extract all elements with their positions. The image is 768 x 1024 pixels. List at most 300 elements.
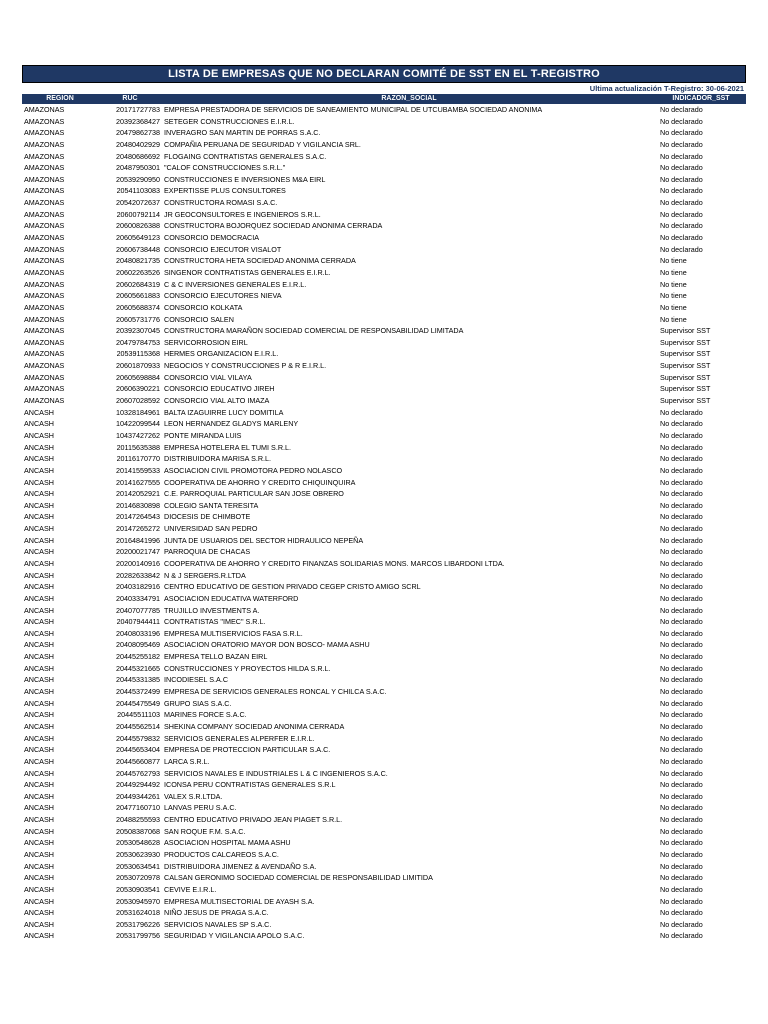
cell-ruc: 20530623930	[116, 850, 160, 859]
table-row	[22, 849, 746, 861]
cell-region: AMAZONAS	[24, 174, 65, 184]
cell-region: ANCASH	[24, 640, 54, 650]
table-row	[22, 523, 746, 535]
cell-razon-social: CONSORCIO VIAL ALTO IMAZA	[164, 396, 270, 406]
update-note: Ultima actualización T-Registro: 30-06-2021	[589, 84, 744, 93]
table-row	[22, 267, 746, 279]
cell-ruc: 20480821735	[116, 256, 160, 266]
cell-razon-social: CEVIVE E.I.R.L.	[164, 884, 217, 894]
cell-indicador-sst: No declarado	[660, 419, 703, 429]
cell-indicador-sst: No declarado	[660, 652, 703, 662]
cell-razon-social: LANVAS PERU S.A.C.	[164, 803, 237, 813]
cell-razon-social: EMPRESA DE SERVICIOS GENERALES RONCAL Y CHILCA S.A.C.	[164, 687, 387, 697]
cell-region: AMAZONAS	[24, 302, 65, 312]
cell-indicador-sst: No declarado	[660, 919, 703, 929]
cell-razon-social: COOPERATIVA DE AHORRO Y CREDITO CHIQUINQUIRA	[164, 477, 356, 487]
cell-razon-social: MARINES FORCE S.A.C.	[164, 710, 247, 720]
cell-ruc: 20392368427	[116, 116, 160, 126]
cell-razon-social: GRUPO SIAS S.A.C.	[164, 698, 232, 708]
cell-ruc: 20282633842	[116, 570, 160, 580]
table-row	[22, 570, 746, 582]
cell-region: AMAZONAS	[24, 244, 65, 254]
table-row	[22, 907, 746, 919]
cell-ruc: 20200021747	[116, 547, 160, 557]
table-row	[22, 244, 746, 256]
cell-razon-social: C.E. PARROQUIAL PARTICULAR SAN JOSE OBRERO	[164, 489, 344, 499]
cell-region: AMAZONAS	[24, 163, 65, 173]
cell-ruc: 20605731776	[116, 314, 160, 324]
cell-region: ANCASH	[24, 803, 54, 813]
cell-indicador-sst: No declarado	[660, 861, 703, 871]
cell-indicador-sst: No declarado	[660, 884, 703, 894]
table-row	[22, 779, 746, 791]
table-row	[22, 116, 746, 128]
cell-razon-social: LEON HERNANDEZ GLADYS MARLENY	[164, 419, 299, 429]
cell-ruc: 20530945970	[116, 896, 160, 906]
cell-ruc: 10422099544	[116, 419, 160, 429]
cell-razon-social: SEGURIDAD Y VIGILANCIA APOLO S.A.C.	[164, 931, 305, 941]
table-row	[22, 768, 746, 780]
cell-region: ANCASH	[24, 850, 54, 859]
cell-ruc: 20531799756	[116, 931, 160, 941]
table-row	[22, 546, 746, 558]
cell-region: AMAZONAS	[24, 128, 65, 138]
table-row	[22, 314, 746, 326]
cell-ruc: 20445255182	[116, 652, 160, 662]
cell-ruc: 20605688374	[116, 302, 160, 312]
cell-razon-social: UNIVERSIDAD SAN PEDRO	[164, 524, 258, 534]
cell-region: ANCASH	[24, 861, 54, 871]
table-row	[22, 930, 746, 942]
cell-ruc: 20602684319	[116, 279, 160, 289]
cell-indicador-sst: No declarado	[660, 675, 703, 685]
cell-razon-social: ASOCIACION HOSPITAL MAMA ASHU	[164, 838, 291, 848]
table-row	[22, 698, 746, 710]
cell-region: ANCASH	[24, 593, 54, 603]
table-row	[22, 709, 746, 721]
cell-razon-social: SETEGER CONSTRUCCIONES E.I.R.L.	[164, 116, 295, 126]
cell-ruc: 20142052921	[116, 489, 160, 499]
cell-region: AMAZONAS	[24, 116, 65, 126]
cell-indicador-sst: No declarado	[660, 233, 703, 243]
table-row	[22, 826, 746, 838]
cell-ruc: 20445321665	[116, 663, 160, 673]
cell-ruc: 20146830898	[116, 500, 160, 510]
cell-indicador-sst: No declarado	[660, 105, 703, 114]
table-row	[22, 220, 746, 232]
cell-ruc: 20539290950	[116, 174, 160, 184]
table-row	[22, 290, 746, 302]
table-row	[22, 465, 746, 477]
cell-region: AMAZONAS	[24, 337, 65, 347]
table-row	[22, 232, 746, 244]
cell-indicador-sst: No declarado	[660, 512, 703, 522]
table-body	[22, 104, 746, 942]
cell-ruc: 20408095469	[116, 640, 160, 650]
cell-ruc: 20147265272	[116, 524, 160, 534]
table-row	[22, 337, 746, 349]
cell-indicador-sst: Supervisor SST	[660, 326, 711, 336]
cell-razon-social: EMPRESA PRESTADORA DE SERVICIOS DE SANEAMIENTO MUNICIPAL DE UTCUBAMBA SOCIEDAD ANONIMA	[164, 105, 543, 114]
table-row	[22, 639, 746, 651]
cell-indicador-sst: No declarado	[660, 850, 703, 859]
cell-razon-social: CONSORCIO EDUCATIVO JIREH	[164, 384, 275, 394]
cell-razon-social: PONTE MIRANDA LUIS	[164, 430, 242, 440]
cell-indicador-sst: Supervisor SST	[660, 384, 711, 394]
cell-razon-social: CONTRATISTAS "IMEC" S.R.L.	[164, 617, 266, 627]
cell-razon-social: EMPRESA HOTELERA EL TUMI S.R.L.	[164, 442, 292, 452]
cell-razon-social: CENTRO EDUCATIVO DE GESTION PRIVADO CEGEP CRISTO AMIGO SCRL	[164, 582, 421, 592]
cell-region: ANCASH	[24, 919, 54, 929]
cell-region: ANCASH	[24, 477, 54, 487]
cell-region: ANCASH	[24, 407, 54, 417]
cell-razon-social: ASOCIACION CIVIL PROMOTORA PEDRO NOLASCO	[164, 465, 343, 475]
cell-region: ANCASH	[24, 815, 54, 825]
cell-region: ANCASH	[24, 558, 54, 568]
table-row	[22, 884, 746, 896]
cell-region: AMAZONAS	[24, 279, 65, 289]
cell-region: AMAZONAS	[24, 372, 65, 382]
cell-region: AMAZONAS	[24, 209, 65, 219]
cell-region: ANCASH	[24, 454, 54, 464]
cell-ruc: 20171727783	[116, 105, 160, 114]
cell-region: ANCASH	[24, 489, 54, 499]
cell-indicador-sst: No tiene	[660, 314, 687, 324]
cell-razon-social: PRODUCTOS CALCAREOS S.A.C.	[164, 850, 279, 859]
cell-razon-social: CONSORCIO DEMOCRACIA	[164, 233, 260, 243]
cell-ruc: 20445511103	[117, 710, 160, 720]
cell-ruc: 20445579832	[116, 733, 160, 743]
table-row	[22, 593, 746, 605]
cell-indicador-sst: No declarado	[660, 558, 703, 568]
table-row	[22, 628, 746, 640]
cell-indicador-sst: No declarado	[660, 628, 703, 638]
cell-ruc: 20445653404	[116, 745, 160, 755]
cell-razon-social: SERVICIOS NAVALES E INDUSTRIALES L & C INGENIEROS S.A.C.	[164, 768, 388, 778]
cell-indicador-sst: No declarado	[660, 547, 703, 557]
cell-ruc: 20605661883	[116, 291, 160, 301]
cell-region: AMAZONAS	[24, 139, 65, 149]
cell-razon-social: EMPRESA MULTISECTORIAL DE AYASH S.A.	[164, 896, 315, 906]
table-row	[22, 174, 746, 186]
table-row	[22, 360, 746, 372]
cell-ruc: 20445475549	[116, 698, 160, 708]
cell-indicador-sst: No declarado	[660, 791, 703, 801]
cell-indicador-sst: No declarado	[660, 454, 703, 464]
cell-region: ANCASH	[24, 745, 54, 755]
cell-razon-social: SHEKINA COMPANY SOCIEDAD ANONIMA CERRADA	[164, 721, 345, 731]
cell-region: ANCASH	[24, 838, 54, 848]
cell-razon-social: EXPERTISSE PLUS CONSULTORES	[164, 186, 286, 196]
cell-razon-social: INVERAGRO SAN MARTIN DE PORRAS S.A.C.	[164, 128, 321, 138]
cell-ruc: 20164841996	[116, 535, 160, 545]
cell-region: ANCASH	[24, 628, 54, 638]
cell-ruc: 20408033196	[116, 628, 160, 638]
cell-indicador-sst: No tiene	[660, 256, 687, 266]
cell-indicador-sst: No declarado	[660, 174, 703, 184]
table-row	[22, 302, 746, 314]
cell-indicador-sst: No declarado	[660, 687, 703, 697]
cell-razon-social: COOPERATIVA DE AHORRO Y CREDITO FINANZAS SOLIDARIAS MONS. MARCOS LIBARDONI LTDA.	[164, 558, 505, 568]
cell-razon-social: ASOCIACION ORATORIO MAYOR DON BOSCO- MAMA ASHU	[164, 640, 370, 650]
cell-ruc: 20600792114	[116, 209, 160, 219]
table-row	[22, 279, 746, 291]
cell-region: ANCASH	[24, 931, 54, 941]
cell-region: ANCASH	[24, 710, 54, 720]
cell-ruc: 20479784753	[116, 337, 160, 347]
cell-ruc: 20141559533	[116, 465, 160, 475]
cell-razon-social: JR GEOCONSULTORES E INGENIEROS S.R.L.	[164, 209, 321, 219]
table-row	[22, 511, 746, 523]
table-row	[22, 558, 746, 570]
cell-indicador-sst: No declarado	[660, 838, 703, 848]
cell-indicador-sst: No declarado	[660, 489, 703, 499]
cell-region: ANCASH	[24, 547, 54, 557]
cell-razon-social: EMPRESA MULTISERVICIOS FASA S.R.L.	[164, 628, 303, 638]
cell-indicador-sst: No declarado	[660, 407, 703, 417]
table-row	[22, 139, 746, 151]
cell-indicador-sst: Supervisor SST	[660, 349, 711, 359]
cell-razon-social: NIÑO JESUS DE PRAGA S.A.C.	[164, 908, 269, 918]
cell-ruc: 20600826388	[116, 221, 160, 231]
cell-ruc: 20403182916	[116, 582, 160, 592]
table-row	[22, 802, 746, 814]
cell-region: AMAZONAS	[24, 349, 65, 359]
cell-razon-social: CALSAN GERONIMO SOCIEDAD COMERCIAL DE RESPONSABILIDAD LIMITIDA	[164, 873, 433, 883]
cell-ruc: 20141627555	[116, 477, 160, 487]
cell-ruc: 20449344261	[116, 791, 160, 801]
cell-ruc: 20403334791	[116, 593, 160, 603]
table-row	[22, 756, 746, 768]
cell-ruc: 20445660877	[116, 756, 160, 766]
cell-region: AMAZONAS	[24, 221, 65, 231]
cell-razon-social: NEGOCIOS Y CONSTRUCCIONES P & R E.I.R.L.	[164, 361, 327, 371]
cell-ruc: 20445331385	[116, 675, 160, 685]
cell-indicador-sst: No declarado	[660, 524, 703, 534]
cell-region: ANCASH	[24, 884, 54, 894]
cell-indicador-sst: No declarado	[660, 896, 703, 906]
cell-indicador-sst: No declarado	[660, 163, 703, 173]
cell-region: AMAZONAS	[24, 233, 65, 243]
cell-ruc: 20116170770	[116, 454, 160, 464]
cell-indicador-sst: No declarado	[660, 640, 703, 650]
cell-razon-social: JUNTA DE USUARIOS DEL SECTOR HIDRAULICO NEPEÑA	[164, 535, 364, 545]
cell-ruc: 20530548628	[116, 838, 160, 848]
cell-region: ANCASH	[24, 419, 54, 429]
cell-ruc: 20508387068	[116, 826, 160, 836]
cell-razon-social: ICONSA PERU CONTRATISTAS GENERALES S.R.L	[164, 780, 336, 790]
cell-indicador-sst: No declarado	[660, 931, 703, 941]
table-row	[22, 872, 746, 884]
cell-indicador-sst: No declarado	[660, 733, 703, 743]
cell-razon-social: "CALOF CONSTRUCCIONES S.R.L."	[164, 163, 286, 173]
table-row	[22, 535, 746, 547]
table-row	[22, 418, 746, 430]
table-row	[22, 453, 746, 465]
cell-ruc: 20407077785	[116, 605, 160, 615]
cell-ruc: 20542072637	[116, 198, 160, 208]
cell-indicador-sst: Supervisor SST	[660, 337, 711, 347]
cell-razon-social: SERVICIOS GENERALES ALPERFER E.I.R.L.	[164, 733, 315, 743]
cell-ruc: 20445562514	[116, 721, 160, 731]
cell-razon-social: CONSTRUCTORA MARAÑON SOCIEDAD COMERCIAL DE RESPONSABILIDAD LIMITADA	[164, 326, 464, 336]
cell-indicador-sst: No declarado	[660, 908, 703, 918]
table-row	[22, 325, 746, 337]
cell-razon-social: ASOCIACION EDUCATIVA WATERFORD	[164, 593, 299, 603]
cell-region: ANCASH	[24, 768, 54, 778]
cell-razon-social: DIOCESIS DE CHIMBOTE	[164, 512, 251, 522]
cell-indicador-sst: No declarado	[660, 500, 703, 510]
cell-region: ANCASH	[24, 698, 54, 708]
cell-region: AMAZONAS	[24, 151, 65, 161]
table-row	[22, 500, 746, 512]
cell-indicador-sst: No declarado	[660, 721, 703, 731]
table-row	[22, 861, 746, 873]
cell-region: AMAZONAS	[24, 198, 65, 208]
cell-region: ANCASH	[24, 687, 54, 697]
cell-region: AMAZONAS	[24, 384, 65, 394]
cell-region: AMAZONAS	[24, 291, 65, 301]
table-row	[22, 127, 746, 139]
cell-region: AMAZONAS	[24, 186, 65, 196]
cell-indicador-sst: No declarado	[660, 570, 703, 580]
table-row	[22, 581, 746, 593]
cell-indicador-sst: No declarado	[660, 128, 703, 138]
cell-indicador-sst: No declarado	[660, 710, 703, 720]
cell-razon-social: PARROQUIA DE CHACAS	[164, 547, 251, 557]
cell-indicador-sst: No declarado	[660, 465, 703, 475]
cell-indicador-sst: No declarado	[660, 605, 703, 615]
cell-region: ANCASH	[24, 535, 54, 545]
cell-razon-social: CONSTRUCTORA BOJORQUEZ SOCIEDAD ANONIMA CERRADA	[164, 221, 383, 231]
cell-indicador-sst: No declarado	[660, 617, 703, 627]
cell-indicador-sst: No declarado	[660, 221, 703, 231]
cell-razon-social: CONSTRUCCIONES E INVERSIONES M&A EIRL	[164, 174, 326, 184]
cell-ruc: 20449294492	[116, 780, 160, 790]
table-row	[22, 896, 746, 908]
cell-region: AMAZONAS	[24, 105, 65, 114]
cell-region: ANCASH	[24, 465, 54, 475]
cell-ruc: 20606738448	[116, 244, 160, 254]
cell-indicador-sst: Supervisor SST	[660, 396, 711, 406]
cell-ruc: 20531796226	[116, 919, 160, 929]
cell-indicador-sst: No declarado	[660, 151, 703, 161]
cell-region: ANCASH	[24, 675, 54, 685]
cell-razon-social: SERVICIOS NAVALES SP S.A.C.	[164, 919, 272, 929]
cell-indicador-sst: No declarado	[660, 803, 703, 813]
cell-indicador-sst: No declarado	[660, 873, 703, 883]
cell-region: ANCASH	[24, 605, 54, 615]
cell-ruc: 20480686692	[116, 151, 160, 161]
cell-razon-social: TRUJILLO INVESTMENTS A.	[164, 605, 260, 615]
cell-razon-social: DISTRIBUIDORA JIMENEZ & AVENDAÑO S.A.	[164, 861, 317, 871]
cell-indicador-sst: No declarado	[660, 186, 703, 196]
cell-indicador-sst: No declarado	[660, 139, 703, 149]
cell-ruc: 20605698884	[116, 372, 160, 382]
table-row	[22, 255, 746, 267]
cell-indicador-sst: No declarado	[660, 116, 703, 126]
cell-ruc: 20479862738	[116, 128, 160, 138]
cell-indicador-sst: No declarado	[660, 198, 703, 208]
cell-ruc: 20147264543	[116, 512, 160, 522]
cell-indicador-sst: No declarado	[660, 745, 703, 755]
cell-region: ANCASH	[24, 733, 54, 743]
cell-ruc: 20200140916	[116, 558, 160, 568]
cell-ruc: 20480402929	[116, 139, 160, 149]
table-row	[22, 348, 746, 360]
cell-razon-social: CONSORCIO EJECUTOR VISALOT	[164, 244, 282, 254]
cell-razon-social: HERMES ORGANIZACION E.I.R.L.	[164, 349, 279, 359]
table-row	[22, 209, 746, 221]
cell-razon-social: SERVICORROSION EIRL	[164, 337, 248, 347]
cell-ruc: 20601870933	[116, 361, 160, 371]
cell-region: ANCASH	[24, 873, 54, 883]
table-row	[22, 605, 746, 617]
cell-region: ANCASH	[24, 663, 54, 673]
cell-ruc: 20115635388	[116, 442, 160, 452]
cell-indicador-sst: No tiene	[660, 279, 687, 289]
cell-indicador-sst: No declarado	[660, 442, 703, 452]
table-row	[22, 721, 746, 733]
cell-indicador-sst: Supervisor SST	[660, 372, 711, 382]
cell-ruc: 20407944411	[116, 617, 160, 627]
cell-razon-social: SINGENOR CONTRATISTAS GENERALES E.I.R.L.	[164, 267, 331, 277]
cell-razon-social: EMPRESA TELLO BAZAN EIRL	[164, 652, 268, 662]
table-row	[22, 814, 746, 826]
cell-ruc: 20605649123	[116, 233, 160, 243]
spreadsheet-sheet	[22, 65, 746, 942]
cell-region: AMAZONAS	[24, 267, 65, 277]
cell-region: ANCASH	[24, 826, 54, 836]
table-row	[22, 837, 746, 849]
cell-razon-social: DISTRIBUIDORA MARISA S.R.L.	[164, 454, 272, 464]
cell-razon-social: CONSORCIO KOLKATA	[164, 302, 243, 312]
cell-ruc: 20445372499	[116, 687, 160, 697]
table-row	[22, 197, 746, 209]
cell-ruc: 20602263526	[116, 267, 160, 277]
cell-indicador-sst: No declarado	[660, 535, 703, 545]
cell-ruc: 20488255593	[116, 815, 160, 825]
table-row	[22, 686, 746, 698]
cell-razon-social: INCODIESEL S.A.C	[164, 675, 229, 685]
cell-indicador-sst: No declarado	[660, 826, 703, 836]
cell-indicador-sst: No declarado	[660, 582, 703, 592]
table-header	[22, 94, 746, 104]
table-row	[22, 407, 746, 419]
table-row	[22, 791, 746, 803]
cell-razon-social: FLOGAING CONTRATISTAS GENERALES S.A.C.	[164, 151, 327, 161]
table-row	[22, 151, 746, 163]
cell-ruc: 10328184961	[116, 407, 160, 417]
table-row	[22, 663, 746, 675]
cell-ruc: 20445762793	[116, 768, 160, 778]
cell-razon-social: COLEGIO SANTA TERESITA	[164, 500, 259, 510]
cell-region: ANCASH	[24, 582, 54, 592]
cell-razon-social: EMPRESA DE PROTECCION PARTICULAR S.A.C.	[164, 745, 331, 755]
cell-ruc: 20531624018	[116, 908, 160, 918]
cell-ruc: 10437427262	[116, 430, 160, 440]
cell-ruc: 20539115368	[116, 349, 160, 359]
cell-razon-social: COMPAÑIA PERUANA DE SEGURIDAD Y VIGILANCIA SRL.	[164, 139, 361, 149]
cell-indicador-sst: No declarado	[660, 244, 703, 254]
table-row	[22, 744, 746, 756]
cell-indicador-sst: No tiene	[660, 291, 687, 301]
cell-region: ANCASH	[24, 524, 54, 534]
cell-razon-social: CONSORCIO EJECUTORES NIEVA	[164, 291, 282, 301]
table-row	[22, 442, 746, 454]
table-row	[22, 383, 746, 395]
table-row	[22, 488, 746, 500]
